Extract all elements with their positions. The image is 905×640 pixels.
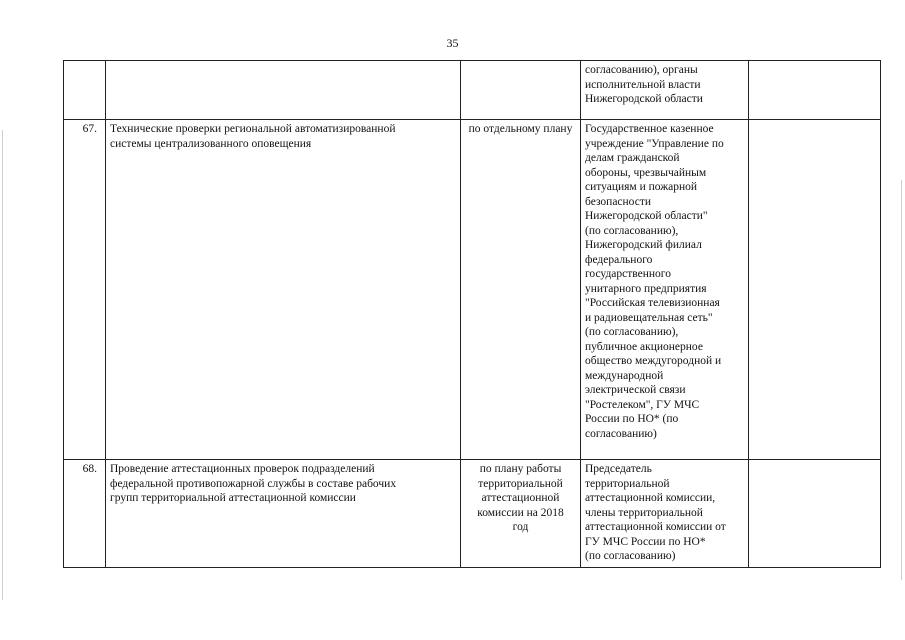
plan-table — [63, 60, 881, 568]
row-number-cell — [64, 61, 106, 120]
responsible-text-line: федерального — [585, 253, 653, 266]
table-row — [64, 120, 881, 460]
responsible-text-line: обороны, чрезвычайным — [585, 166, 707, 179]
table-row — [64, 460, 881, 568]
responsible-text-line: делам гражданской — [585, 152, 680, 164]
responsible-text-line: публичное акционерное — [585, 340, 703, 353]
responsible-text-line: (по согласованию), — [585, 326, 679, 338]
responsible-cell — [581, 120, 749, 460]
row-number: 67. — [82, 123, 97, 135]
responsible-text-line: согласованию) — [585, 427, 657, 440]
responsible-text-line: ГУ МЧС России по НО* — [585, 535, 706, 548]
responsible-cell — [581, 460, 749, 568]
responsible-text-line: территориальной — [585, 477, 670, 490]
responsible-text-line: "Российская телевизионная — [585, 297, 720, 309]
responsible-text-line: исполнительной власти — [585, 78, 701, 91]
responsible-text-line: члены территориальной — [585, 506, 703, 519]
term-cell — [461, 460, 581, 568]
term-cell — [461, 120, 581, 460]
responsible-text-line: учреждение "Управление по — [585, 137, 724, 150]
note-cell — [749, 120, 881, 460]
note-cell — [749, 61, 881, 120]
responsible-text-line: унитарного предприятия — [585, 282, 707, 295]
responsible-text-line: (по согласованию), — [585, 224, 679, 237]
responsible-text-line: общество междугородной и — [585, 355, 722, 367]
responsible-text-line: согласованию), органы — [585, 64, 698, 76]
responsible-text-line: аттестационной комиссии от — [585, 521, 726, 533]
event-text-line: федеральной противопожарной службы в составе рабочих — [110, 477, 397, 490]
responsible-text-line: государственного — [585, 268, 671, 280]
responsible-text-line: ситуациям и пожарной — [585, 181, 698, 193]
right-scan-edge — [901, 180, 902, 580]
event-cell — [106, 61, 461, 120]
responsible-text-line: "Ростелеком", ГУ МЧС — [585, 398, 700, 411]
responsible-cell — [581, 61, 749, 120]
responsible-text-line: международной — [585, 369, 664, 382]
term-text-line: по плану работы — [479, 463, 562, 475]
left-scan-edge — [2, 130, 3, 600]
responsible-text-line: Государственное казенное — [585, 123, 714, 135]
table-row — [64, 61, 881, 120]
term-text-line: год — [512, 521, 529, 533]
event-cell — [106, 120, 461, 460]
responsible-text-line: Председатель — [585, 463, 652, 475]
event-text-line: групп территориальной аттестационной комиссии — [110, 492, 356, 504]
responsible-text-line: и радиовещательная сеть" — [585, 311, 713, 324]
term-cell — [461, 61, 581, 120]
responsible-text-line: Нижегородской области — [585, 93, 703, 105]
row-number: 68. — [82, 463, 97, 475]
responsible-text-line: Нижегородский филиал — [585, 239, 702, 251]
event-text-line: системы централизованного оповещения — [110, 137, 312, 150]
event-text-line: Технические проверки региональной автоматизированной — [110, 123, 396, 135]
responsible-text-line: (по согласованию) — [585, 550, 676, 562]
responsible-text-line: электрической связи — [585, 384, 686, 396]
term-text-line: территориальной — [478, 477, 563, 490]
event-cell — [106, 460, 461, 568]
responsible-text-line: Нижегородской области" — [585, 210, 708, 222]
term-text-line: по отдельному плану — [468, 123, 573, 135]
event-text-line: Проведение аттестационных проверок подразделений — [110, 463, 375, 475]
row-number-cell — [64, 460, 106, 568]
row-number-cell — [64, 120, 106, 460]
responsible-text-line: безопасности — [585, 195, 652, 208]
responsible-text-line: России по НО* (по — [585, 413, 679, 425]
term-text-line: комиссии на 2018 — [477, 506, 564, 519]
page-number: 35 — [446, 36, 459, 50]
term-text-line: аттестационной — [481, 492, 560, 504]
note-cell — [749, 460, 881, 568]
responsible-text-line: аттестационной комиссии, — [585, 492, 716, 504]
